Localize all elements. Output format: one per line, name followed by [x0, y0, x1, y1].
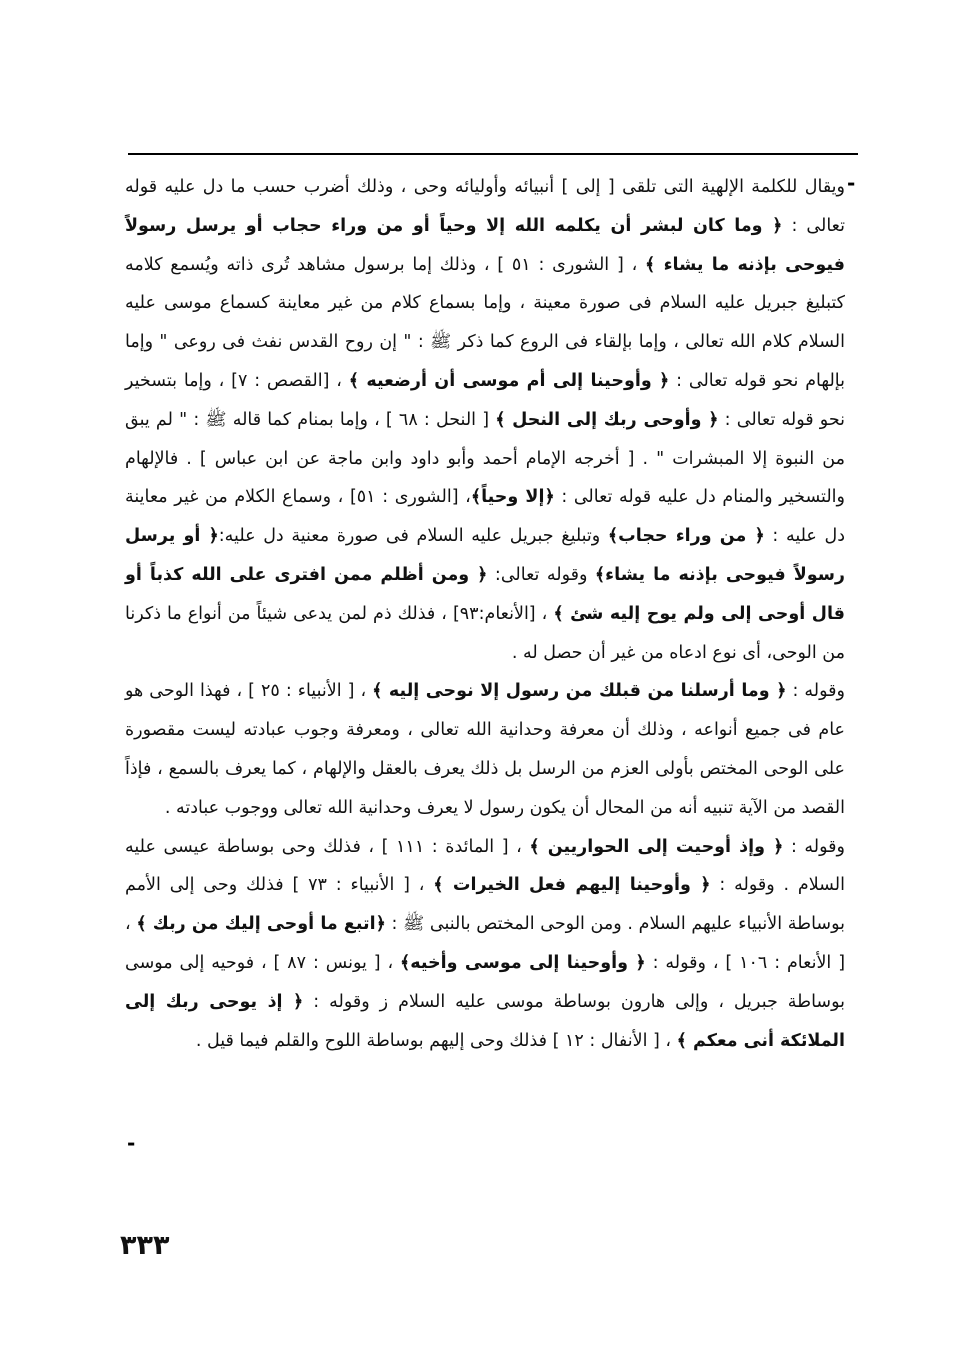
paragraph-2	[125, 672, 845, 827]
text-segment: وتبليغ جبريل عليه السلام فى صورة معنية دل عليه:	[218, 526, 608, 547]
quran-quote: ﴿ وما أرسلنا من قبلك من رسول إلا نوحى إليه ﴾	[372, 681, 787, 702]
page-number: ٣٣٣	[120, 1230, 170, 1261]
quran-quote: ﴿ وأوحينا إلى أم موسى أن أرضعيه ﴾	[348, 370, 670, 391]
text-segment: ، [ المائدة : ١١١ ] ، فذلك وحى بوساطة عيسى عليه السلام . وقوله :	[125, 836, 845, 896]
text-segment: [ النحل : ٦٨ ] ، وإما بمنام كما قاله ﷺ : " لم يبق من النبوة إلا المبشرات " . [ أخرجه الإمام أحمد وأبو داود وابن ماجة عن ابن عباس ] . فالإلهام والتسخير والمنام دل عليه قوله تعالى :	[125, 409, 845, 508]
quran-quote: ﴿إلا وحياً﴾	[470, 487, 555, 508]
quran-quote: ﴿ ومن أظلم ممن افترى على الله كذباً أو قال أوحى إلى ولم يوح إليه شئ ﴾	[125, 564, 845, 624]
text-segment: ، [ الأنعام : ١٠٦ ] ، وقوله :	[125, 914, 846, 973]
top-rule	[128, 153, 858, 155]
quran-quote: ﴿ وأوحينا إلى موسى وأخيه﴾	[400, 952, 646, 973]
text-segment: ، [ الشورى : ٥١ ] ، وذلك إما برسول مشاهد تُرى ذاته ويُسمع كلامه كتبليغ جبريل عليه السلام فى صورة معينة ، وإما بسماع كلام من غير معاينة كسماع موسى عليه السلام كلام الله تعالى ، وإما بإلقاء فى الروع كما ذكر ﷺ : " إن روح القدس نفث فى روعى " وإما بإلهام نحو قوله تعالى :	[125, 254, 845, 391]
page-body	[125, 168, 845, 1060]
text-segment: ، [الشورى : ٥١] ، وسماع الكلام من غير معاينة دل عليه :	[125, 487, 845, 547]
quran-quote: ﴿ وأوحينا إليهم فعل الخيرات ﴾	[433, 875, 711, 896]
quran-quote: ﴿ أو يرسل رسولاً فيوحى بإذنه ما يشاء﴾	[125, 526, 846, 585]
quran-quote: ﴿ إذ يوحى ربك إلى الملائكة أنى معكم ﴾	[125, 991, 845, 1051]
quran-quote: ﴿ من وراء حجاب﴾	[607, 526, 765, 547]
end-marker: -	[127, 1131, 136, 1155]
text-segment: ، [ يونس : ٨٧ ] ، فوحيه إلى موسى بوساطة جبريل ، وإلى هارون بوساطة موسى عليه السلام ز وقوله :	[125, 952, 845, 1012]
paragraph-1	[125, 168, 845, 672]
text-segment: ، [الأنعام:٩٣] ، فذلك ذم لمن يدعى شيئاً من أنواع ما ذكرنا من الوحى، أى نوع ادعاه من غير أن حصل له .	[125, 603, 845, 663]
text-segment: ويقال للكلمة الإلهية التى تلقى [ إلى ] أنبيائه وأوليائه وحى ، وذلك أضرب حسب ما دل عليه قوله تعالى :	[125, 177, 845, 236]
text-segment: ، [القصص : ٧] ، وإما بتسخير نحو قوله تعالى :	[125, 370, 846, 430]
text-segment: وقوله :	[786, 681, 845, 702]
quran-quote: ﴿ وإذ أوحيت إلى الحواريين ﴾	[529, 836, 784, 857]
quran-quote: ﴿ وما كان لبشر أن يكلمه الله إلا وحياً أو من وراء حجاب أو يرسل رسولاً فيوحى بإذنه ما يشاء ﴾	[125, 215, 846, 275]
quran-quote: ﴿اتبع ما أوحى إليك من ربك ﴾	[136, 914, 386, 935]
text-segment: وقوله :	[783, 836, 845, 857]
text-segment: ، [ الأنبياء : ٧٣ ] فذلك وحى إلى الأمم بوساطة الأنبياء عليهم السلام . ومن الوحى المختص بالنبى ﷺ :	[125, 875, 845, 935]
quran-quote: ﴿ وأوحى ربك إلى النحل ﴾	[495, 409, 719, 430]
text-segment: ، [ الأنبياء : ٢٥ ] ، فهذا الوحى هو عام فى جميع أنواعه ، وذلك أن معرفة وحدانية الله تعالى ، ومعرفة وجوب عبادته ليست مقصورة على الوحى المختص بأولى العزم من الرسل بل ذلك يعرف بالعقل والإلهام ، كما يعرف بالسمع ، فإذاً القصد من الآية تنبيه أنه من المحال أن يكون رسول لا يعرف وحدانية الله تعالى ووجوب عبادته .	[125, 681, 845, 818]
footnote-marker: -	[847, 171, 856, 195]
text-segment: وقوله تعالى:	[487, 564, 595, 585]
paragraph-3	[125, 828, 845, 1061]
text-segment: ، [ الأنفال : ١٢ ] فذلك وحى إليهم بوساطة اللوح والقلم فيما قيل .	[195, 1030, 677, 1051]
